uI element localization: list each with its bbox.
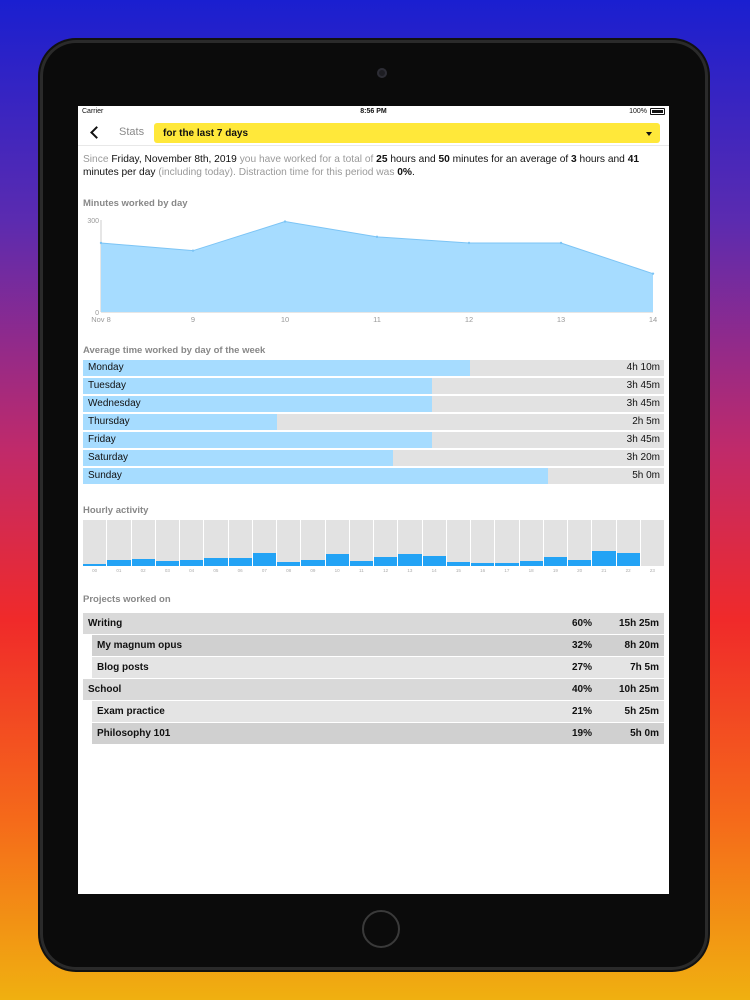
summary-hours: 25 xyxy=(376,154,388,165)
project-time: 15h 25m xyxy=(618,618,659,629)
hour-bar xyxy=(568,560,591,566)
hour-bar xyxy=(132,559,155,566)
weekday-bar-list xyxy=(83,360,664,486)
caret-down-icon xyxy=(646,132,652,136)
hour-label: 14 xyxy=(431,568,437,573)
ipad-device xyxy=(40,40,708,970)
hour-label: 04 xyxy=(189,568,195,573)
battery-icon xyxy=(650,108,665,115)
hour-column[interactable] xyxy=(374,520,397,573)
project-name: My magnum opus xyxy=(97,640,183,651)
hour-column[interactable] xyxy=(83,520,106,573)
weekday-time: 3h 45m xyxy=(626,398,660,409)
project-row[interactable] xyxy=(83,613,664,634)
x-tick-label: 10 xyxy=(280,315,290,324)
hour-label: 11 xyxy=(359,568,364,573)
hour-bar xyxy=(107,560,130,566)
summary-part: Since xyxy=(83,154,112,165)
hour-bar xyxy=(592,551,615,566)
weekday-row-saturday[interactable] xyxy=(83,450,664,466)
projects-list xyxy=(83,613,664,745)
hour-bar xyxy=(204,558,227,566)
data-point xyxy=(376,236,378,238)
weekday-bar xyxy=(83,432,432,448)
hour-bar xyxy=(447,562,470,566)
summary-avg-minutes: 41 xyxy=(627,154,640,165)
summary-part: (including today). Distraction time for this period was xyxy=(158,166,398,178)
hour-label: 00 xyxy=(92,568,98,573)
hour-bar xyxy=(471,563,494,566)
project-time: 7h 5m xyxy=(630,662,659,673)
weekday-name: Monday xyxy=(88,362,124,373)
weekday-row-wednesday[interactable] xyxy=(83,396,664,412)
hour-bar xyxy=(350,561,373,566)
hour-column[interactable] xyxy=(107,520,130,573)
weekday-time: 2h 5m xyxy=(632,416,660,427)
weekday-time: 4h 10m xyxy=(626,362,660,373)
projects-title: Projects worked on xyxy=(83,594,171,605)
hour-bar xyxy=(277,562,300,566)
hour-label: 21 xyxy=(601,568,607,573)
summary-part: minutes for an average of xyxy=(449,154,572,165)
battery-percent: 100% xyxy=(629,108,647,115)
weekday-bar xyxy=(83,378,432,394)
project-percent: 40% xyxy=(571,684,592,695)
weekday-name: Friday xyxy=(88,434,116,445)
hour-label: 22 xyxy=(625,568,631,573)
period-dropdown[interactable] xyxy=(154,123,660,143)
project-name: Philosophy 101 xyxy=(97,728,171,739)
data-point xyxy=(468,242,470,244)
weekday-time: 3h 20m xyxy=(626,452,660,463)
clock: 8:56 PM xyxy=(360,108,387,115)
hour-column[interactable] xyxy=(204,520,227,573)
nav-title[interactable]: Stats xyxy=(119,126,145,138)
avg-by-weekday-title: Average time worked by day of the week xyxy=(83,345,266,356)
weekday-name: Wednesday xyxy=(88,398,141,409)
back-chevron-icon[interactable] xyxy=(88,124,102,140)
project-name: Writing xyxy=(88,618,123,629)
carrier-label: Carrier xyxy=(82,108,104,115)
hour-column[interactable] xyxy=(592,520,615,573)
weekday-name: Thursday xyxy=(88,416,130,427)
hour-column[interactable] xyxy=(350,520,373,573)
app-screen xyxy=(78,106,669,894)
hour-column[interactable] xyxy=(398,520,421,573)
hour-label: 16 xyxy=(480,568,486,573)
hour-label: 05 xyxy=(213,568,219,573)
project-name: School xyxy=(88,684,122,695)
hourly-activity-title: Hourly activity xyxy=(83,505,149,516)
data-point xyxy=(652,272,654,274)
x-tick-label: 11 xyxy=(373,315,381,324)
weekday-time: 3h 45m xyxy=(626,434,660,445)
status-bar xyxy=(78,106,669,118)
hour-bar xyxy=(374,557,397,566)
hour-bar xyxy=(495,563,518,566)
hour-bar xyxy=(229,558,252,566)
area-series xyxy=(101,222,653,312)
weekday-time: 3h 45m xyxy=(626,380,660,391)
hour-column[interactable] xyxy=(229,520,252,573)
hour-label: 10 xyxy=(334,568,340,573)
weekday-time: 5h 0m xyxy=(632,470,660,481)
weekday-row-monday[interactable] xyxy=(83,360,664,376)
hour-label: 08 xyxy=(286,568,292,573)
weekday-bar xyxy=(83,360,470,376)
project-row[interactable] xyxy=(83,679,664,700)
period-value: for the last 7 days xyxy=(163,128,249,139)
data-point xyxy=(192,249,194,251)
weekday-name: Sunday xyxy=(88,470,122,481)
hour-column[interactable] xyxy=(495,520,518,573)
weekday-bar xyxy=(83,468,548,484)
data-point xyxy=(284,220,286,222)
x-tick-label: 14 xyxy=(648,315,658,324)
home-button[interactable] xyxy=(362,910,400,948)
hour-bar xyxy=(544,557,567,566)
subproject-row[interactable] xyxy=(92,657,664,678)
hour-bar xyxy=(398,554,421,566)
hour-bar xyxy=(180,560,203,566)
hourly-activity-chart xyxy=(83,520,664,573)
hour-bar xyxy=(617,553,640,566)
hour-label: 09 xyxy=(310,568,316,573)
hour-label: 20 xyxy=(577,568,583,573)
hour-bar xyxy=(326,554,349,566)
hour-column[interactable] xyxy=(568,520,591,573)
project-time: 8h 20m xyxy=(624,640,659,651)
hour-column[interactable] xyxy=(253,520,276,573)
summary-part: hours and xyxy=(387,154,439,165)
x-tick-label: Nov 8 xyxy=(91,315,111,324)
x-tick-label: 12 xyxy=(464,315,474,324)
summary-avg-hours: 3 xyxy=(571,154,577,165)
hour-column[interactable] xyxy=(301,520,324,573)
subproject-row[interactable] xyxy=(92,701,664,722)
weekday-name: Tuesday xyxy=(88,380,126,391)
project-percent: 60% xyxy=(571,618,592,629)
weekday-bar xyxy=(83,450,393,466)
weekday-row-sunday[interactable] xyxy=(83,468,664,484)
camera xyxy=(377,68,387,78)
weekday-row-thursday[interactable] xyxy=(83,414,664,430)
summary-part: . xyxy=(412,166,415,178)
hour-label: 03 xyxy=(164,568,170,573)
summary-date: Friday, November 8th, 2019 xyxy=(111,154,237,165)
summary-part: hours and xyxy=(576,154,628,165)
hour-label: 02 xyxy=(140,568,146,573)
hour-label: 06 xyxy=(237,568,243,573)
hour-label: 19 xyxy=(552,568,558,573)
project-time: 5h 0m xyxy=(630,728,659,739)
hour-label: 17 xyxy=(504,568,510,573)
hour-column[interactable] xyxy=(423,520,446,573)
hour-bar xyxy=(156,561,179,566)
data-point xyxy=(560,242,562,244)
y-tick-label: 0 xyxy=(95,310,99,317)
minutes-by-day-title: Minutes worked by day xyxy=(83,198,188,209)
project-name: Blog posts xyxy=(97,662,149,673)
subproject-row[interactable] xyxy=(92,723,664,744)
subproject-row[interactable] xyxy=(92,635,664,656)
summary-part: you have worked for a total of xyxy=(236,154,377,165)
hour-column[interactable] xyxy=(132,520,155,573)
weekday-name: Saturday xyxy=(88,452,129,463)
hour-column[interactable] xyxy=(544,520,567,573)
data-point xyxy=(100,242,102,244)
hour-label: 15 xyxy=(455,568,461,573)
minutes-by-day-chart xyxy=(78,212,669,328)
weekday-row-friday[interactable] xyxy=(83,432,664,448)
project-time: 10h 25m xyxy=(618,684,659,695)
hour-label: 23 xyxy=(649,568,655,573)
project-percent: 19% xyxy=(571,728,592,739)
project-percent: 21% xyxy=(571,706,592,717)
hour-label: 12 xyxy=(383,568,389,573)
summary-distraction: 0% xyxy=(397,166,412,178)
project-name: Exam practice xyxy=(97,706,165,717)
hour-column[interactable] xyxy=(180,520,203,573)
hour-bar xyxy=(520,561,543,566)
hour-column[interactable] xyxy=(326,520,349,573)
hour-column[interactable] xyxy=(520,520,543,573)
hour-bar xyxy=(83,564,106,566)
project-time: 5h 25m xyxy=(624,706,659,717)
summary-text xyxy=(83,154,663,179)
hour-label: 07 xyxy=(261,568,267,573)
hour-label: 01 xyxy=(116,568,122,573)
hour-label: 13 xyxy=(407,568,413,573)
hour-column[interactable] xyxy=(471,520,494,573)
hour-column[interactable] xyxy=(641,520,664,573)
x-tick-label: 9 xyxy=(190,315,196,324)
hour-column[interactable] xyxy=(156,520,179,573)
project-percent: 27% xyxy=(571,662,592,673)
weekday-row-tuesday[interactable] xyxy=(83,378,664,394)
summary-part: minutes per day xyxy=(83,166,159,178)
hour-column[interactable] xyxy=(447,520,470,573)
hour-label: 18 xyxy=(528,568,534,573)
hour-column[interactable] xyxy=(617,520,640,573)
hour-bar xyxy=(423,556,446,566)
x-tick-label: 13 xyxy=(556,315,566,324)
project-percent: 32% xyxy=(571,640,592,651)
nav-bar xyxy=(78,118,669,146)
hour-bar xyxy=(253,553,276,566)
hour-bar xyxy=(301,560,324,566)
summary-minutes: 50 xyxy=(438,154,450,165)
hour-column[interactable] xyxy=(277,520,300,573)
y-tick-label: 300 xyxy=(87,218,99,225)
